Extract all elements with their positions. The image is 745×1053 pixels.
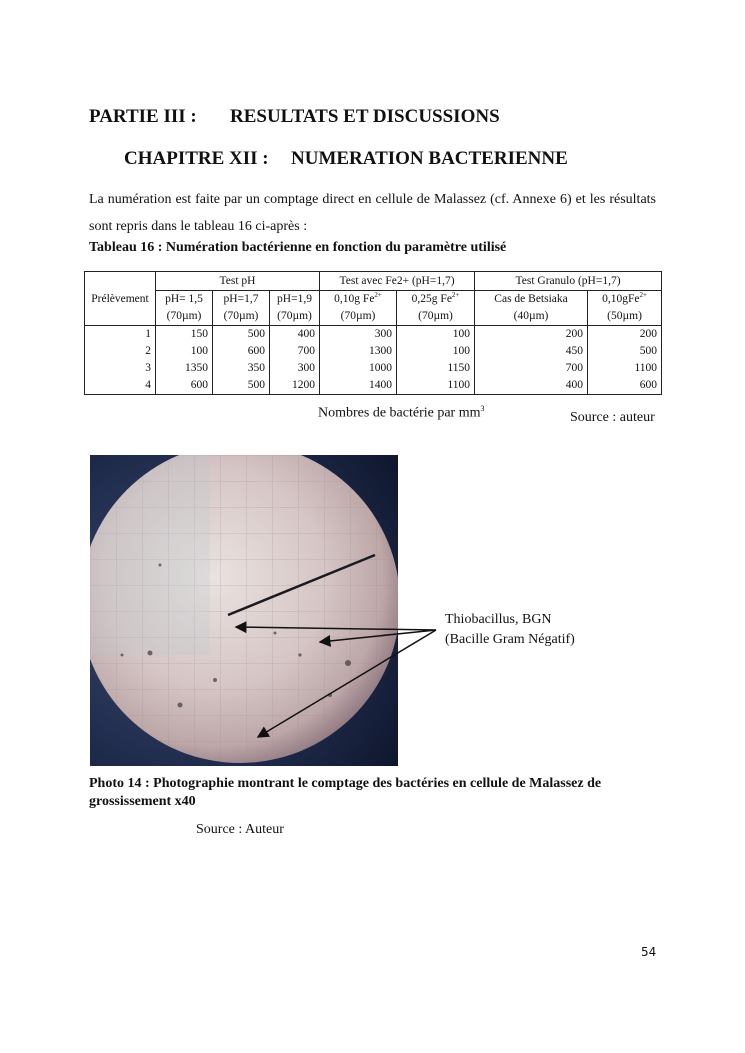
column-sub: (50µm) [588,308,662,326]
table-cell: 200 [588,326,662,344]
table-cell: 300 [270,360,320,377]
column-label: pH=1,9 [277,293,312,305]
table-row [85,377,662,395]
table-cell: 500 [213,377,270,395]
row-header-label: Prélèvement [85,291,156,309]
column-sub: (70µm) [213,308,270,326]
column-header [156,291,213,309]
chapter-title [124,148,568,170]
annotation-line-2: (Bacille Gram Négatif) [445,632,575,647]
column-header [213,291,270,309]
table-caption: Tableau 16 : Numération bactérienne en fonction du paramètre utilisé [89,240,507,255]
part-label: PARTIE III : [89,106,197,127]
table-cell: 1100 [397,377,475,395]
group-header-fe: Test avec Fe2+ (pH=1,7) [320,272,475,291]
table-column-header-row [85,291,662,309]
column-label: 0,10gFe [602,293,640,305]
table-cell: 100 [397,326,475,344]
column-sup: 2+ [451,291,460,300]
empty-cell [85,308,156,326]
column-sup: 2+ [374,291,382,300]
table-cell: 1350 [156,360,213,377]
table-cell: 1000 [320,360,397,377]
table-column-sub-row [85,308,662,326]
column-sub: (70µm) [156,308,213,326]
table-cell: 600 [588,377,662,395]
table-corner-cell [85,272,156,291]
table-cell: 1400 [320,377,397,395]
column-header [270,291,320,309]
table-row [85,360,662,377]
table-unit-note [318,404,485,422]
table-cell: 1200 [270,377,320,395]
column-sub: (70µm) [270,308,320,326]
column-label: pH= 1,5 [165,293,203,305]
table-cell: 4 [85,377,156,395]
table-cell: 100 [156,343,213,360]
unit-sup: 3 [480,404,485,413]
chapter-label: CHAPITRE XII : [124,148,269,169]
table-row [85,326,662,344]
table-cell: 150 [156,326,213,344]
annotation-line-1: Thiobacillus, BGN [445,612,552,627]
table-cell: 700 [475,360,588,377]
table-cell: 200 [475,326,588,344]
column-sub: (70µm) [397,308,475,326]
photo-source: Source : Auteur [196,822,284,837]
table-group-header-row [85,272,662,291]
table-cell: 600 [213,343,270,360]
column-header [588,291,662,309]
intro-paragraph: La numération est faite par un comptage direct en cellule de Malassez (cf. Annexe 6) et les résultats sont repris dans le tableau 16 ci-après : [89,192,656,234]
table-cell: 500 [213,326,270,344]
table-cell: 1150 [397,360,475,377]
table-cell: 500 [588,343,662,360]
column-header [320,291,397,309]
column-label: Cas de Betsiaka [494,293,568,305]
table-cell: 1 [85,326,156,344]
chapter-heading: NUMERATION BACTERIENNE [291,148,568,169]
page-number: 54 [641,945,657,959]
column-label: pH=1,7 [223,293,259,305]
column-label: 0,10g Fe [334,293,375,305]
column-sub: (70µm) [320,308,397,326]
unit-text: Nombres de bactérie par mm [318,405,481,421]
table-cell: 600 [156,377,213,395]
table-cell: 1300 [320,343,397,360]
part-title [89,106,500,128]
table-cell: 1100 [588,360,662,377]
photo-caption: Photo 14 : Photographie montrant le comptage des bactéries en cellule de Malassez de grossissement x40 [89,776,602,809]
column-header [475,291,588,309]
table-source: Source : auteur [570,410,655,425]
table-cell: 300 [320,326,397,344]
table-cell: 3 [85,360,156,377]
column-header [397,291,475,309]
photo-annotation [445,610,575,650]
microscope-photo [90,455,398,766]
column-sup: 2+ [639,291,647,300]
group-header-ph: Test pH [156,272,320,291]
table-row [85,343,662,360]
table-cell: 450 [475,343,588,360]
table-cell: 100 [397,343,475,360]
numeration-table [84,271,662,395]
table-cell: 400 [475,377,588,395]
table-cell: 2 [85,343,156,360]
group-header-granulo: Test Granulo (pH=1,7) [475,272,662,291]
column-sub: (40µm) [475,308,588,326]
table-cell: 400 [270,326,320,344]
column-label: 0,25g Fe [411,293,452,305]
table-cell: 350 [213,360,270,377]
part-heading: RESULTATS ET DISCUSSIONS [230,106,500,127]
table-cell: 700 [270,343,320,360]
